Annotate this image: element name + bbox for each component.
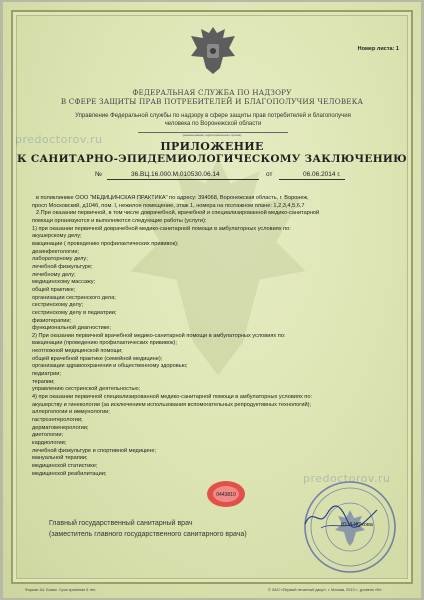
document-date: 06.06.2014 г.	[303, 171, 341, 178]
footer-format: Формат А4. Бланк. Срок хранения 5 лет.	[25, 588, 97, 592]
body-line: лечебному делу;	[32, 271, 76, 278]
document-number: 36.ВЦ.16.000.М.010530.06.14	[131, 171, 220, 178]
body-line: медицинской реабилитации;	[32, 470, 107, 477]
number-underline	[107, 179, 259, 180]
body-line: гастроэнтерологии;	[32, 417, 83, 424]
certificate-sheet	[3, 2, 421, 598]
body-line: акушерскому делу;	[32, 233, 82, 240]
body-line: дезинфектологии;	[32, 248, 80, 255]
agency-name-line1: ФЕДЕРАЛЬНАЯ СЛУЖБА ПО НАДЗОРУ	[132, 88, 292, 97]
body-line: аллергологии и иммунологии;	[32, 409, 110, 416]
hologram-code: 0443810	[216, 492, 236, 498]
signatory-name: Ю.И.Жукова	[341, 522, 373, 528]
body-line: лабораторному делу;	[32, 256, 88, 263]
body-line: 4) при оказании первичной специализированной медико-санитарной помощи в амбулаторных условиях по:	[32, 394, 313, 401]
watermark-text: predoctorov.ru	[15, 133, 103, 146]
body-line: акушерству и гинекологии (за исключением использования вспомогательных репродуктивных технологий);	[32, 401, 311, 408]
body-line: в поликлинике ООО "МЕДИЦИНСКАЯ ПРАКТИКА" по адресу: 394068, Воронежская область, г. Воронеж,	[36, 195, 309, 201]
body-line: организации здравоохранения и общественному здоровью;	[32, 363, 188, 370]
body-line: общей практике;	[32, 286, 76, 293]
body-line: диетологии;	[32, 432, 64, 439]
department-caption: (наименование территориального органа)	[182, 133, 242, 137]
body-line: кардиологии;	[32, 440, 67, 446]
body-line: управлению сестринской деятельностью;	[32, 386, 141, 393]
body-line: вакцинации (проведению профилактических прививок);	[32, 340, 177, 347]
body-line: функциональной диагностике;	[32, 325, 111, 332]
body-line: педиатрии;	[32, 371, 61, 378]
footer-printer: © ЗАО «Первый печатный двор», г. Москва, 2013 г., уровень «В»	[268, 588, 382, 592]
body-line: сестринскому делу;	[32, 302, 84, 309]
body-line: общей врачебной практике (семейной медицине);	[32, 355, 163, 362]
signatory-subtitle: (заместитель главного государственного санитарного врача)	[49, 531, 247, 538]
coat-of-arms-icon	[189, 24, 237, 76]
body-line: лечебной физкультуре и спортивной медицине;	[32, 447, 157, 454]
body-line: медицинской статистике;	[32, 462, 98, 469]
body-line: 1) при оказании первичной доврачебной медико-санитарной помощи в амбулаторных условиях по:	[32, 225, 291, 232]
body-line: медицинскому массажу;	[32, 279, 96, 286]
department-line1: Управление Федеральной службы по надзору в сфере защиты прав потребителей и благополучия	[75, 113, 351, 119]
body-line: мануальной терапии;	[32, 455, 88, 462]
body-line: неотложной медицинской помощи;	[32, 348, 123, 355]
body-line: помощи организуются и выполняются следующие работы (услуги):	[32, 217, 207, 224]
agency-name-line2: В СФЕРЕ ЗАЩИТЫ ПРАВ ПОТРЕБИТЕЛЕЙ И БЛАГОПОЛУЧИЯ ЧЕЛОВЕКА	[60, 97, 364, 106]
hologram-sticker-icon	[206, 480, 246, 508]
sheet-number: Номер листа: 1	[357, 46, 399, 52]
body-line: 2) При оказании первичной врачебной медико-санитарной помощи в амбулаторных условиях по:	[32, 332, 286, 339]
department-name	[43, 112, 383, 128]
body-line: вакцинации ( проведению профилактических прививок);	[32, 240, 179, 247]
number-label: №	[95, 171, 102, 178]
body-line: сестринскому делу в педиатрии;	[32, 309, 117, 316]
body-line: физиотерапии;	[32, 317, 72, 324]
body-line: организации сестринского дела;	[32, 294, 116, 301]
date-underline	[279, 179, 345, 180]
from-label: от	[266, 171, 273, 178]
document-subtitle: К САНИТАРНО-ЭПИДЕМИОЛОГИЧЕСКОМУ ЗАКЛЮЧЕНИЮ	[17, 153, 407, 165]
document-body	[32, 195, 399, 478]
body-line: просп Московский, д104б, пом. I, нежилое помещение, этаж 1, номера на поэтажном плане: 1,2,3,4,5,6,7	[32, 202, 305, 209]
body-line: дерматовенерологии;	[32, 424, 89, 431]
body-line: лечебной физкультуре;	[32, 263, 93, 270]
body-line: 2.При оказании первичной, в том числе доврачебной, врачебной и специализированной медико-санитарной	[36, 210, 320, 217]
document-title: ПРИЛОЖЕНИЕ	[160, 140, 264, 153]
watermark-text: predoctorov.ru	[303, 472, 391, 485]
signatory-title: Главный государственный санитарный врач	[49, 520, 193, 527]
body-line: терапии;	[32, 378, 55, 385]
department-line2: человека по Воронежской области	[164, 121, 262, 127]
